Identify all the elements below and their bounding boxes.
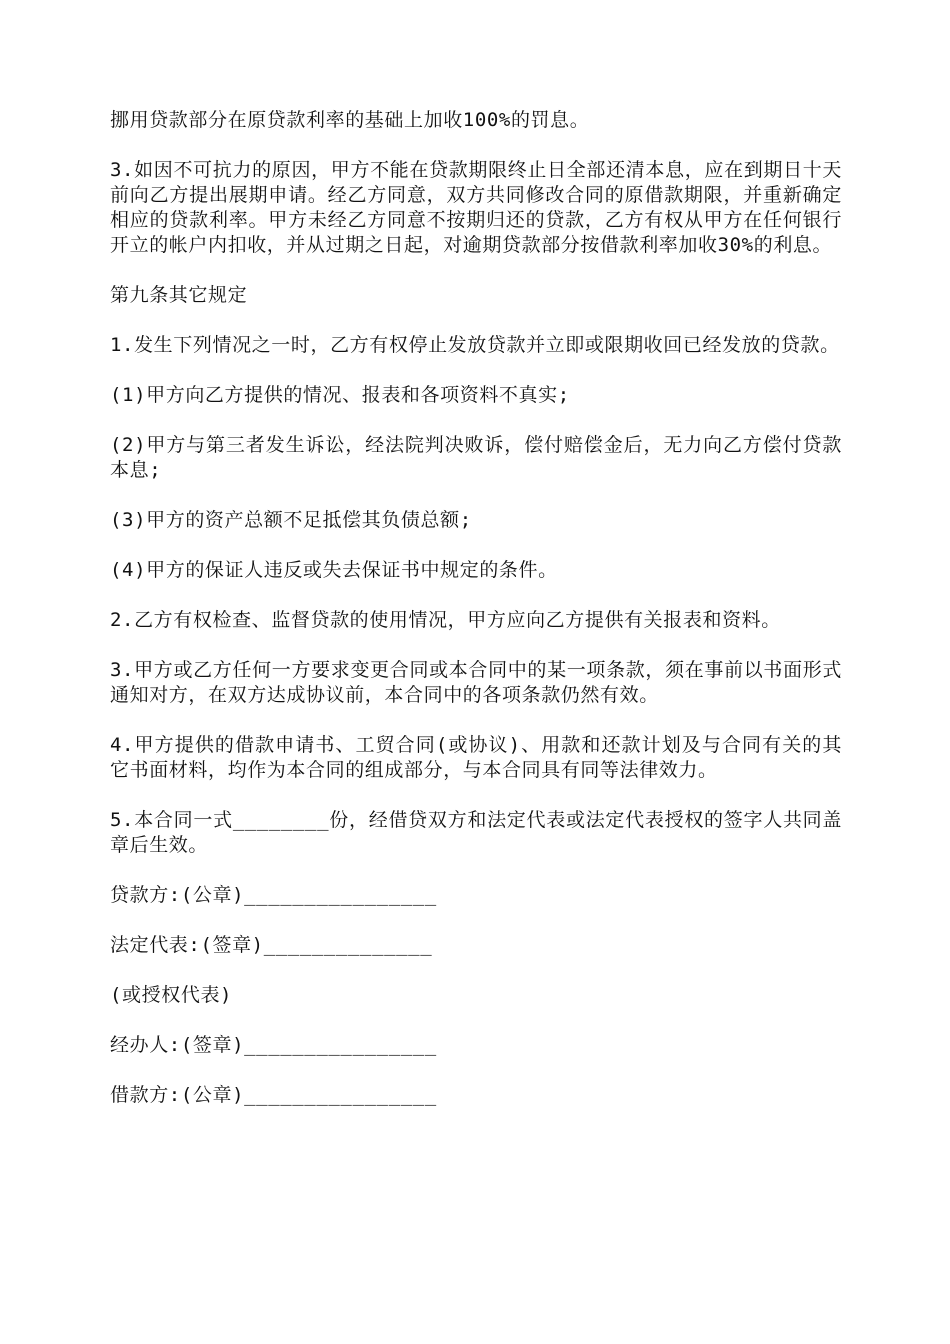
paragraph-clause-2: 2.乙方有权检查、监督贷款的使用情况，甲方应向乙方提供有关报表和资料。	[110, 609, 781, 631]
section-heading-article-9: 第九条其它规定	[110, 284, 248, 306]
paragraph-clause-3: 3.甲方或乙方任何一方要求变更合同或本合同中的某一项条款，须在事前以书面形式通知对方，在双方达成协议前，本合同中的各项条款仍然有效。	[110, 659, 842, 706]
paragraph-clause-5: 5.本合同一式________份，经借贷双方和法定代表或法定代表授权的签字人共同盖章后生效。	[110, 809, 842, 856]
paragraph-clause-1-item-2: (2)甲方与第三者发生诉讼，经法院判决败诉，偿付赔偿金后，无力向乙方偿付贷款本息;	[110, 434, 842, 481]
paragraph-clause-1: 1.发生下列情况之一时，乙方有权停止发放贷款并立即或限期收回已经发放的贷款。	[110, 334, 840, 356]
paragraph-clause-1-item-1: (1)甲方向乙方提供的情况、报表和各项资料不真实;	[110, 384, 570, 406]
paragraph-penalty-interest: 挪用贷款部分在原贷款利率的基础上加收100%的罚息。	[110, 109, 590, 131]
signature-legal-rep: 法定代表:(签章)______________	[110, 934, 433, 956]
document-page	[110, 108, 842, 1133]
signature-authorized-rep: (或授权代表)	[110, 984, 233, 1006]
signature-handler: 经办人:(签章)________________	[110, 1034, 437, 1056]
paragraph-clause-1-item-3: (3)甲方的资产总额不足抵偿其负债总额;	[110, 509, 472, 531]
paragraph-clause-1-item-4: (4)甲方的保证人违反或失去保证书中规定的条件。	[110, 559, 558, 581]
signature-lender: 贷款方:(公章)________________	[110, 884, 437, 906]
paragraph-clause-4: 4.甲方提供的借款申请书、工贸合同(或协议)、用款和还款计划及与合同有关的其它书面材料，均作为本合同的组成部分，与本合同具有同等法律效力。	[110, 734, 842, 781]
paragraph-force-majeure: 3.如因不可抗力的原因，甲方不能在贷款期限终止日全部还清本息，应在到期日十天前向乙方提出展期申请。经乙方同意，双方共同修改合同的原借款期限，并重新确定相应的贷款利率。甲方未经乙方同意不按期归还的贷款，乙方有权从甲方在任何银行开立的帐户内扣收，并从过期之日起，对逾期贷款部分按借款利率加收30%的利息。	[110, 159, 842, 256]
signature-borrower: 借款方:(公章)________________	[110, 1084, 437, 1106]
